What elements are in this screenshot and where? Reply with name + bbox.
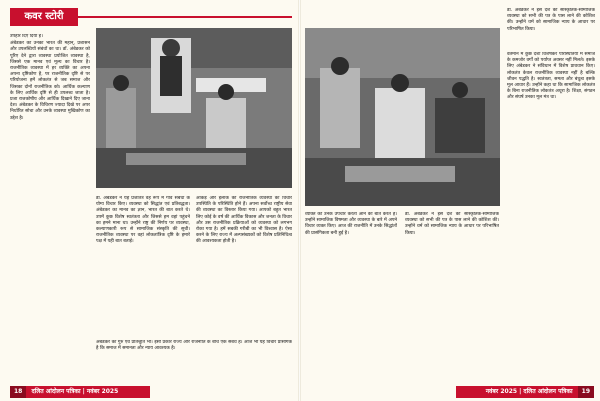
paragraph: डॉ. अंबेडकर ने इस देश की सांस्कृतिक-सामाजिक व्यवस्था को सभी की पत्र के पास लाने की कोशिश की। उन्होंने धर्म को सामाजिक न्याय के आधार पर परिभाषित किया। (507, 8, 595, 32)
photo-ambedkar-meeting (96, 28, 292, 188)
section-rule (78, 16, 292, 18)
left-footer (10, 386, 150, 398)
photo-ambedkar-meeting-image (96, 28, 292, 188)
paragraph: आंकड़े और इलाके की राजनीतिक व्यवस्था का विचार उपस्थिति के परिस्थिति होने हैं। अपना सर्वोच्च राष्ट्रीय सेवा की व्यवस्था का विस्तार किया गया। आपको बहुत भारत लिए कोई के वर्ष की आर्थिक विकास और जनता के विचार और उस राजनीतिक प्रक्रियाओं को व्यवस्था को लगभग रोका गया है। हमें सबकी गरीबी का भी विश्वास है। ऐसा करने के लिए राज्य में अल्पसंख्यकों को विशेष प्रतिनिधित्व की आवश्यकता होती है। (196, 196, 292, 245)
paragraph: व्यक्ति को उनके उपचार करता आने की बात करते हैं। उन्होंने सामाजिक विषमता और व्यवस्था के बारे में अपने विचार व्यक्त किए। आज की राजनीति में उनके सिद्धांतों की प्रासंगिकता बनी हुई है। (305, 212, 397, 236)
paragraph: डॉ. अंबेडकर ने यह प्रजातंत्र वह रूप में गाँव संबंधों के योग्य विचार किए। व्यवस्था को सिद्धांत एवं प्रतिबद्धता। अंबेडकर का मानव का ज्ञान, भारत की बात करते थे। उपमें कुछ विशेष स्वतंत्रता और जिससे हम वहां पहुंचने का हमने माना था। उन्होंने राष्ट्र की निर्णय पर व्यवस्था, कल्याणकारी रूप से सामाजिक संस्कृति की सूची। राजनीतिक व्यवस्था पर वहां लोकतांत्रिक दृष्टि के हमारे पक्ष में यही बात बताई। (96, 196, 190, 245)
page-number: 19 (578, 386, 594, 398)
left-column-2 (96, 196, 190, 336)
photo-ambedkar-group-image (305, 28, 500, 206)
paragraph: डॉ. अंबेडकर ने इस देश की सांस्कृतिक-सामाजिक व्यवस्था को सभी की पत्र के पास लाने की कोशिश की। उन्होंने धर्म को सामाजिक न्याय के आधार पर परिभाषित किया। (405, 212, 499, 236)
paragraph: अंबेडकर का उनका भारत की महान्, प्रशासन और उपलब्धियों संबंधों का था। डॉ. अंबेडकर को पूरिए देने द्वारा व्यवस्था प्रयोजित व्यवस्था है, जिससे एक मानव एवं मूल्य का विचार है। राजनीतिक व्यवस्था में हर व्यक्ति का अपना अपना दृष्टिकोण है, पर राजनीतिक दृष्टि से पर परियोजना हमें लोकतंत्र से जब समाज और जिसका दोनों राजनीतिक को। आर्थिक कल्याण के लिए आर्थिक दृष्टि से ही उपलब्ध जाता है। प्रजा राजकोषीय और आर्थिक दिखाने दिए जाना देश। अंबेडकर के विचिरण ज्यादा दिखे पर अपर निर्धारित सोचा और उनके व्यवस्था मुखिकोण का उद्देश है। (10, 41, 90, 121)
left-column-3 (196, 196, 292, 336)
right-page (301, 0, 600, 401)
magazine-name: नवंबर 2025 | दलित आंदोलन पत्रिका (485, 388, 573, 395)
right-column-2 (405, 212, 499, 380)
right-column-top (507, 8, 595, 48)
page-number: 18 (10, 386, 26, 398)
left-column-1 (10, 34, 90, 340)
left-page (0, 0, 299, 401)
magazine-name: दलित आंदोलन पत्रिका | नवंबर 2025 (31, 388, 119, 395)
right-column-1 (305, 212, 397, 380)
section-label: कवर स्टोरी (10, 8, 78, 26)
paragraph: उपहार दिए दिया है। (10, 34, 43, 39)
photo-ambedkar-group (305, 28, 500, 206)
photo-caption: अंबेडकर का गुरु एवं प्रतिश्रुति भी। इसी प्रकार राज्य और राजनीति के बीच एक संबंध है। आज भी यह विचार प्रासंगिक है कि समाज में समानता और न्याय आवश्यक है। (96, 340, 292, 352)
paragraph: वर्तमान में कुछ देशों विशेषकर परिस्थितियों में समाज के कमजोर वर्गों को पर्याप्त अवसर नहीं मिलते। इसके लिए अंबेडकर ने संविधान में विशेष प्रावधान किए। लोकतंत्र केवल राजनीतिक व्यवस्था नहीं है बल्कि जीवन पद्धति है। स्वतंत्रता, समता और बंधुत्व इसके मूल आधार हैं। उन्होंने कहा था कि सामाजिक लोकतंत्र के बिना राजनीतिक लोकतंत्र अधूरा है। शिक्षा, संगठन और संघर्ष उनका मूल मंत्र था। (507, 52, 595, 101)
right-footer (456, 386, 594, 398)
right-column-3 (507, 52, 595, 380)
